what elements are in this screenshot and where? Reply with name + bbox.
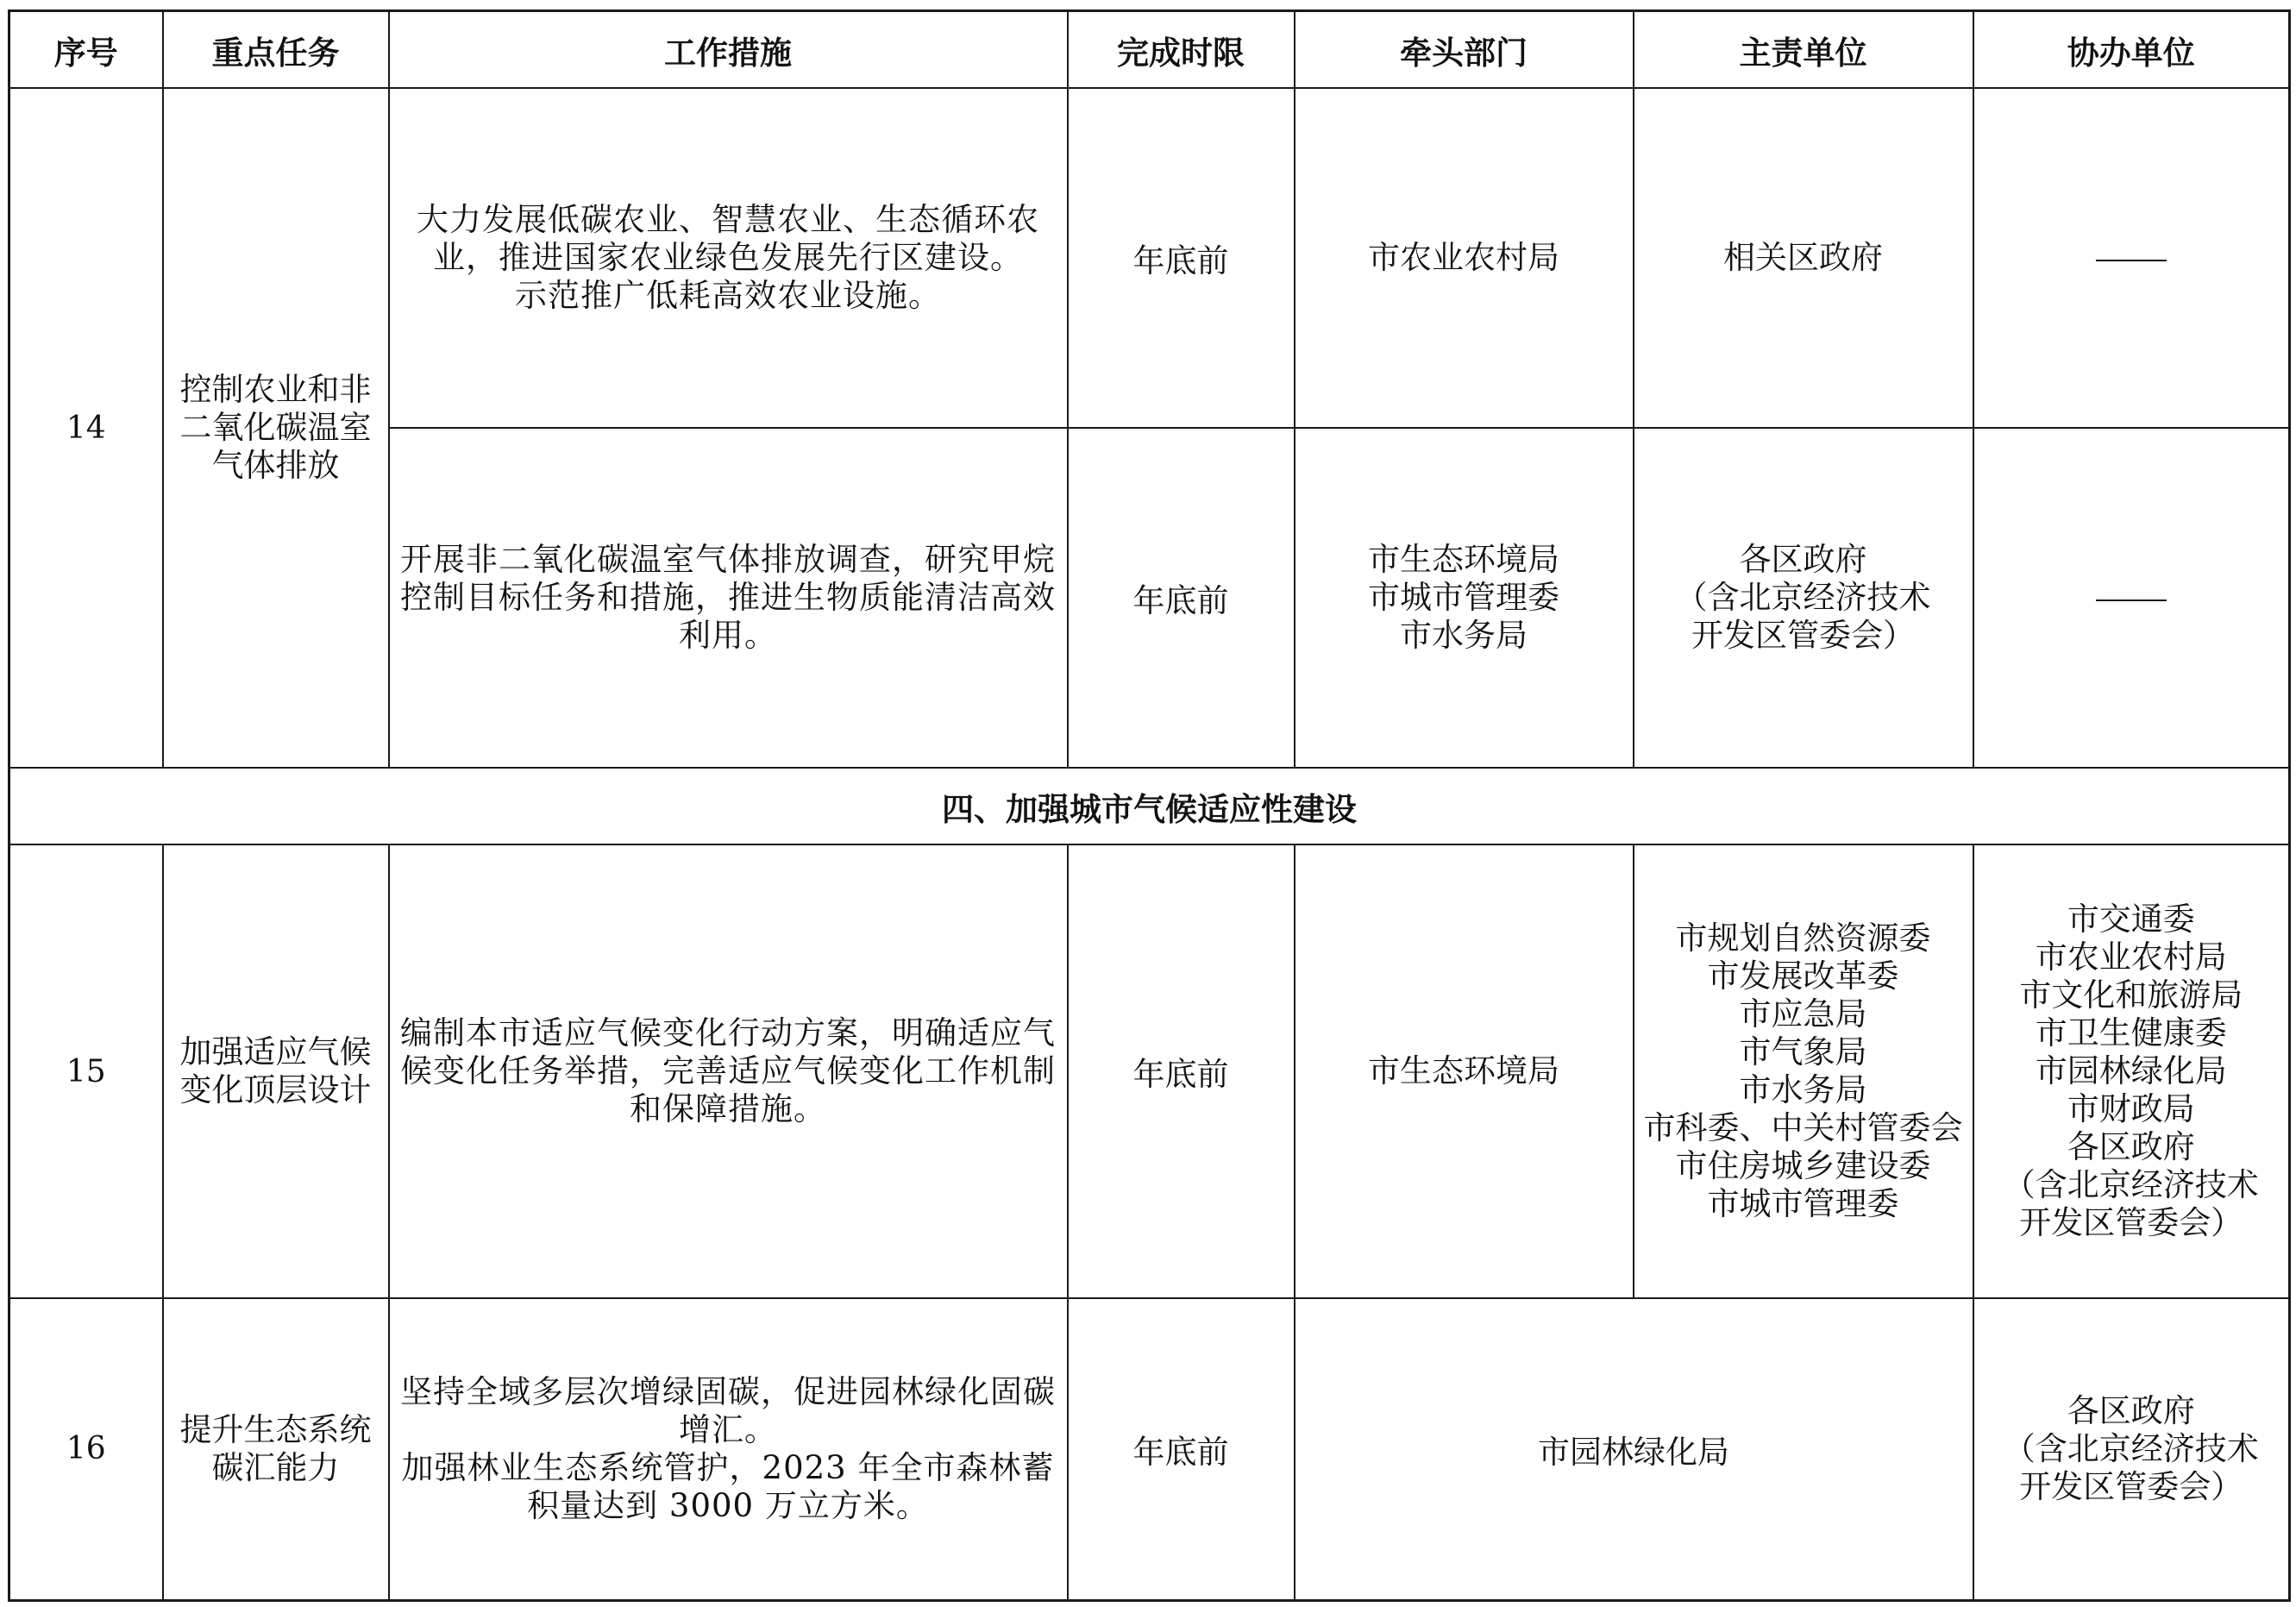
section-row (9, 768, 2290, 844)
assist-unit: 市交通委 (2067, 901, 2195, 938)
assist-unit: 市农业农村局 (2035, 938, 2227, 976)
table-row (9, 1298, 2290, 1600)
header-lead: 牵头部门 (1295, 11, 1634, 89)
responsible-unit: 市城市管理委 (1707, 1185, 1899, 1222)
seq-cell: 15 (9, 844, 163, 1298)
responsible-unit: 相关区政府 (1723, 239, 1883, 276)
lead-unit: 市城市管理委 (1368, 579, 1559, 616)
header-task: 重点任务 (163, 11, 389, 89)
assist-unit: 各区政府 (2067, 1128, 2195, 1165)
header-deadline: 完成时限 (1068, 11, 1295, 89)
header-assist: 协办单位 (1973, 11, 2290, 89)
measures-cell (389, 844, 1068, 1298)
lead-responsible-cell: 市园林绿化局 (1295, 1298, 1973, 1600)
seq-cell: 16 (9, 1298, 163, 1600)
responsible-unit: （含北京经济技术 (1675, 579, 1931, 616)
responsible-cell (1634, 844, 1973, 1298)
header-row (9, 11, 2290, 89)
assist-unit: 市卫生健康委 (2035, 1014, 2227, 1051)
lead-unit: 市水务局 (1400, 617, 1528, 654)
measure-text: 坚持全域多层次增绿固碳，促进园林绿化固碳增汇。 (400, 1372, 1056, 1448)
deadline-cell: 年底前 (1068, 1298, 1295, 1600)
responsible-unit: 市水务局 (1739, 1071, 1867, 1108)
measure-text: 加强林业生态系统管护，2023 年全市森林蓄积量达到 3000 万立方米。 (401, 1448, 1055, 1524)
task-cell: 加强适应气候变化顶层设计 (163, 844, 389, 1298)
section-heading: 四、加强城市气候适应性建设 (9, 768, 2290, 844)
measures-cell (389, 88, 1068, 428)
assist-cell (1973, 88, 2290, 428)
deadline-cell: 年底前 (1068, 428, 1295, 768)
deadline-cell: 年底前 (1068, 88, 1295, 428)
measure-text: 大力发展低碳农业、智慧农业、生态循环农业，推进国家农业绿色发展先行区建设。 (417, 201, 1039, 276)
responsible-cell (1634, 428, 1973, 768)
task-cell: 提升生态系统碳汇能力 (163, 1298, 389, 1600)
assist-unit: （含北京经济技术 (2003, 1166, 2259, 1203)
responsible-unit: 市应急局 (1739, 995, 1867, 1033)
assist-unit: （含北京经济技术 (2003, 1429, 2259, 1467)
measures-cell (389, 428, 1068, 768)
measure-text: 编制本市适应气候变化行动方案，明确适应气候变化任务举措，完善适应气候变化工作机制和保障措施。 (400, 1014, 1056, 1127)
responsible-unit: 市气象局 (1739, 1033, 1867, 1070)
measure-text: 开展非二氧化碳温室气体排放调查，研究甲烷控制目标任务和措施，推进生物质能清洁高效利用。 (400, 541, 1056, 654)
lead-cell (1295, 428, 1634, 768)
lead-cell (1295, 844, 1634, 1298)
assist-unit: 开发区管委会） (2019, 1467, 2243, 1505)
seq-cell: 14 (9, 88, 163, 768)
responsible-unit: 各区政府 (1739, 541, 1867, 578)
responsible-cell (1634, 88, 1973, 428)
header-seq: 序号 (9, 11, 163, 89)
responsible-unit: 开发区管委会） (1691, 617, 1915, 654)
assist-unit: 市园林绿化局 (2035, 1052, 2227, 1089)
measures-cell (389, 1298, 1068, 1600)
assist-unit: 市财政局 (2067, 1090, 2195, 1127)
assist-unit: 各区政府 (2067, 1391, 2195, 1429)
measure-text: 示范推广低耗高效农业设施。 (515, 277, 941, 314)
header-measures: 工作措施 (389, 11, 1068, 89)
responsible-unit: 市住房城乡建设委 (1675, 1147, 1931, 1184)
empty-dash (2096, 260, 2167, 261)
lead-unit: 市生态环境局 (1368, 541, 1559, 578)
assist-cell (1973, 1298, 2290, 1600)
lead-unit: 市生态环境局 (1368, 1052, 1559, 1089)
lead-cell (1295, 88, 1634, 428)
task-cell: 控制农业和非二氧化碳温室气体排放 (163, 88, 389, 768)
responsible-unit: 市规划自然资源委 (1675, 920, 1931, 957)
table-row (9, 88, 2290, 428)
task-table (8, 9, 2291, 1602)
responsible-unit: 市发展改革委 (1707, 957, 1899, 995)
lead-unit: 市农业农村局 (1368, 239, 1559, 276)
responsible-unit: 市科委、中关村管委会 (1643, 1109, 1963, 1146)
empty-dash (2096, 599, 2167, 601)
header-responsible: 主责单位 (1634, 11, 1973, 89)
deadline-cell: 年底前 (1068, 844, 1295, 1298)
assist-cell (1973, 428, 2290, 768)
assist-unit: 市文化和旅游局 (2019, 976, 2243, 1014)
table-row (9, 844, 2290, 1298)
assist-cell (1973, 844, 2290, 1298)
assist-unit: 开发区管委会） (2019, 1204, 2243, 1241)
